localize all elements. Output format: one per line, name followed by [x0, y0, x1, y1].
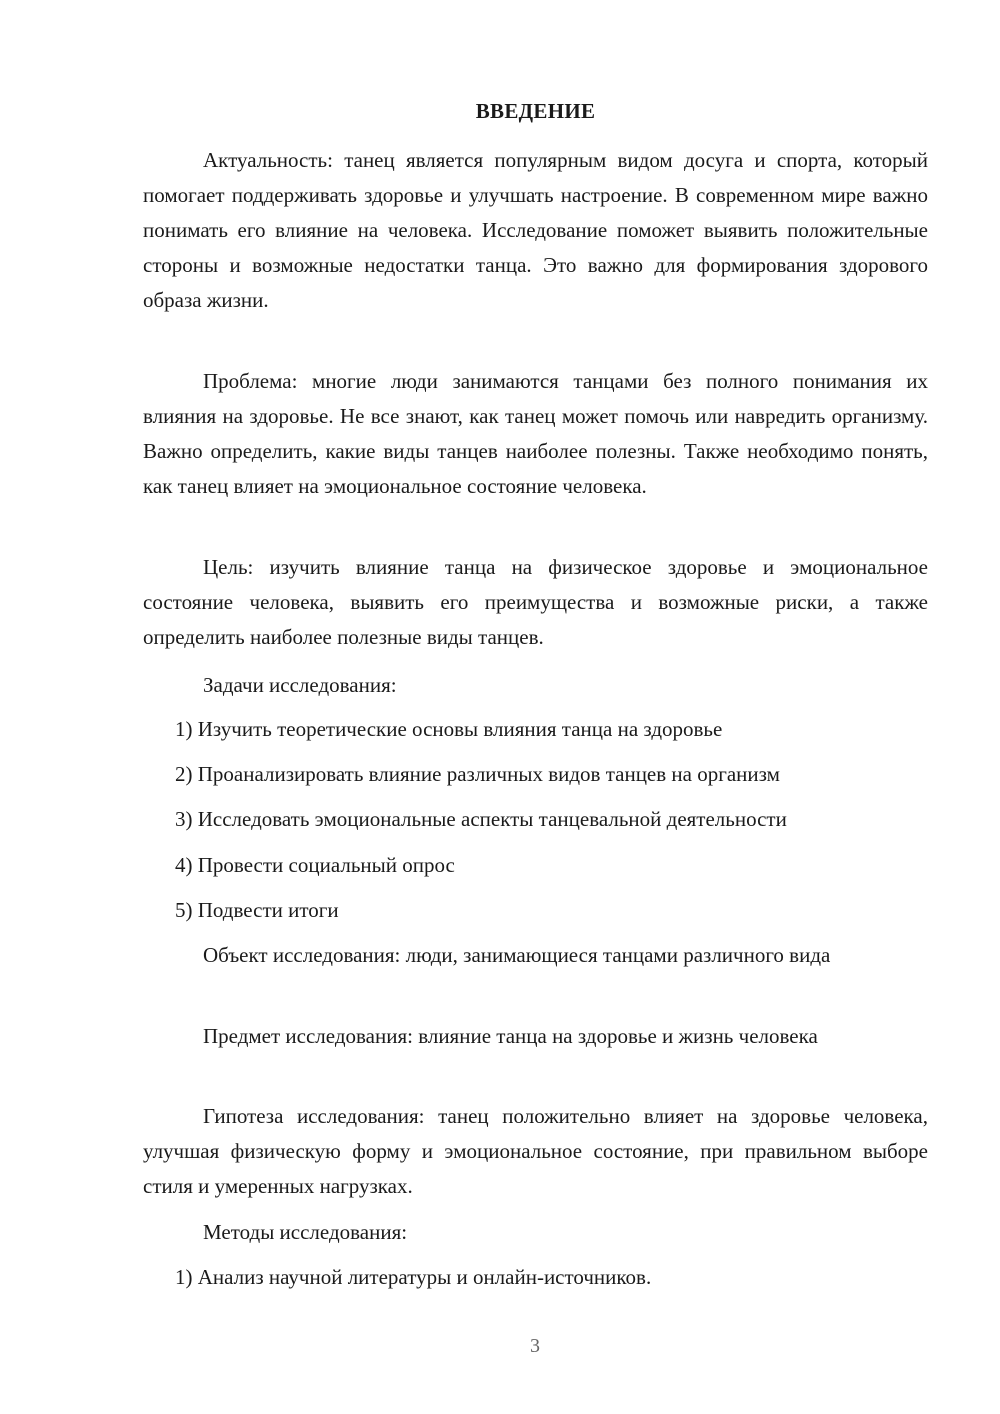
goal-paragraph: Цель: изучить влияние танца на физическое здоровье и эмоциональное состояние человека, выявить его преимущества и возможные риски, а также определить наиболее полезные виды танцев.: [143, 555, 928, 649]
task-item: 4) Провести социальный опрос: [175, 853, 455, 877]
section-heading: ВВЕДЕНИЕ: [475, 99, 596, 123]
problem-paragraph: Проблема: многие люди занимаются танцами без полного понимания их влияния на здоровье. Не все знают, как танец может помочь или навредить организму. Важно определить, какие виды танцев наиболее полезны. Также необходимо понять, как танец влияет на эмоциональное состояние человека.: [143, 369, 928, 498]
hypothesis-paragraph: Гипотеза исследования: танец положительно влияет на здоровье человека, улучшая физическую форму и эмоциональное состояние, при правильном выборе стиля и умеренных нагрузках.: [143, 1104, 928, 1198]
task-item: 1) Изучить теоретические основы влияния танца на здоровье: [175, 717, 723, 741]
subject-paragraph: Предмет исследования: влияние танца на здоровье и жизнь человека: [203, 1024, 818, 1048]
relevance-paragraph: Актуальность: танец является популярным видом досуга и спорта, который помогает поддерживать здоровье и улучшать настроение. В современном мире важно понимать его влияние на человека. Исследование поможет выявить положительные стороны и возможные недостатки танца. Это важно для формирования здорового образа жизни.: [143, 148, 928, 312]
tasks-title: Задачи исследования:: [203, 673, 397, 697]
task-item: 3) Исследовать эмоциональные аспекты танцевальной деятельности: [175, 807, 787, 831]
page-number: 3: [530, 1335, 540, 1357]
task-item: 2) Проанализировать влияние различных видов танцев на организм: [175, 762, 780, 786]
object-paragraph: Объект исследования: люди, занимающиеся танцами различного вида: [203, 943, 831, 967]
task-item: 5) Подвести итоги: [175, 898, 339, 922]
methods-title: Методы исследования:: [203, 1220, 408, 1244]
method-item: 1) Анализ научной литературы и онлайн-источников.: [175, 1265, 652, 1289]
